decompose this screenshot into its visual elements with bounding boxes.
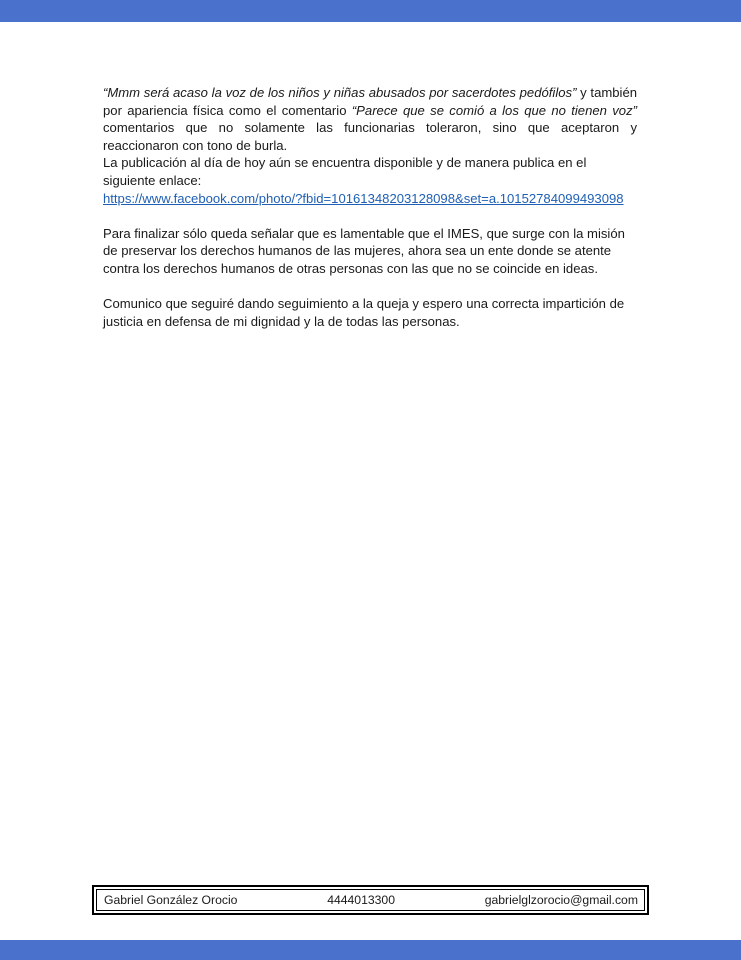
quote-2: “Parece que se comió a los que no tienen voz” — [351, 102, 637, 118]
footer-name: Gabriel González Orocio — [104, 893, 238, 907]
document-body — [103, 84, 637, 330]
facebook-link[interactable]: https://www.facebook.com/photo/?fbid=10161348203128098&set=a.10152784099493098 — [103, 190, 624, 206]
quote-1: “Mmm será acaso la voz de los niños y niñas abusados por sacerdotes pedófilos” — [103, 85, 577, 100]
paragraph-1 — [103, 84, 637, 154]
footer-email: gabrielglzorocio@gmail.com — [484, 893, 638, 907]
header-band — [0, 0, 741, 22]
footer-band — [0, 940, 741, 960]
footer-phone: 4444013300 — [327, 893, 395, 907]
paragraph-1-text-b: comentarios que no solamente las funcionarias toleraron, sino que aceptaron y reaccionaron con tono de burla. — [103, 120, 637, 153]
footer-box — [92, 885, 649, 915]
paragraph-4: Comunico que seguiré dando seguimiento a la queja y espero una correcta impartición de justicia en defensa de mi dignidad y la de todas las personas. — [103, 296, 625, 329]
paragraph-1-text-a: y también por apariencia física como el comentario — [103, 85, 638, 118]
paragraph-3: Para finalizar sólo queda señalar que es lamentable que el IMES, que surge con la misión de preservar los derechos humanos de las mujeres, ahora sea un ente donde se atente contra los derechos humanos de otras personas con las que no se coincide en ideas. — [103, 225, 625, 276]
paragraph-2: La publicación al día de hoy aún se encuentra disponible y de manera publica en el siguiente enlace: — [103, 155, 587, 188]
